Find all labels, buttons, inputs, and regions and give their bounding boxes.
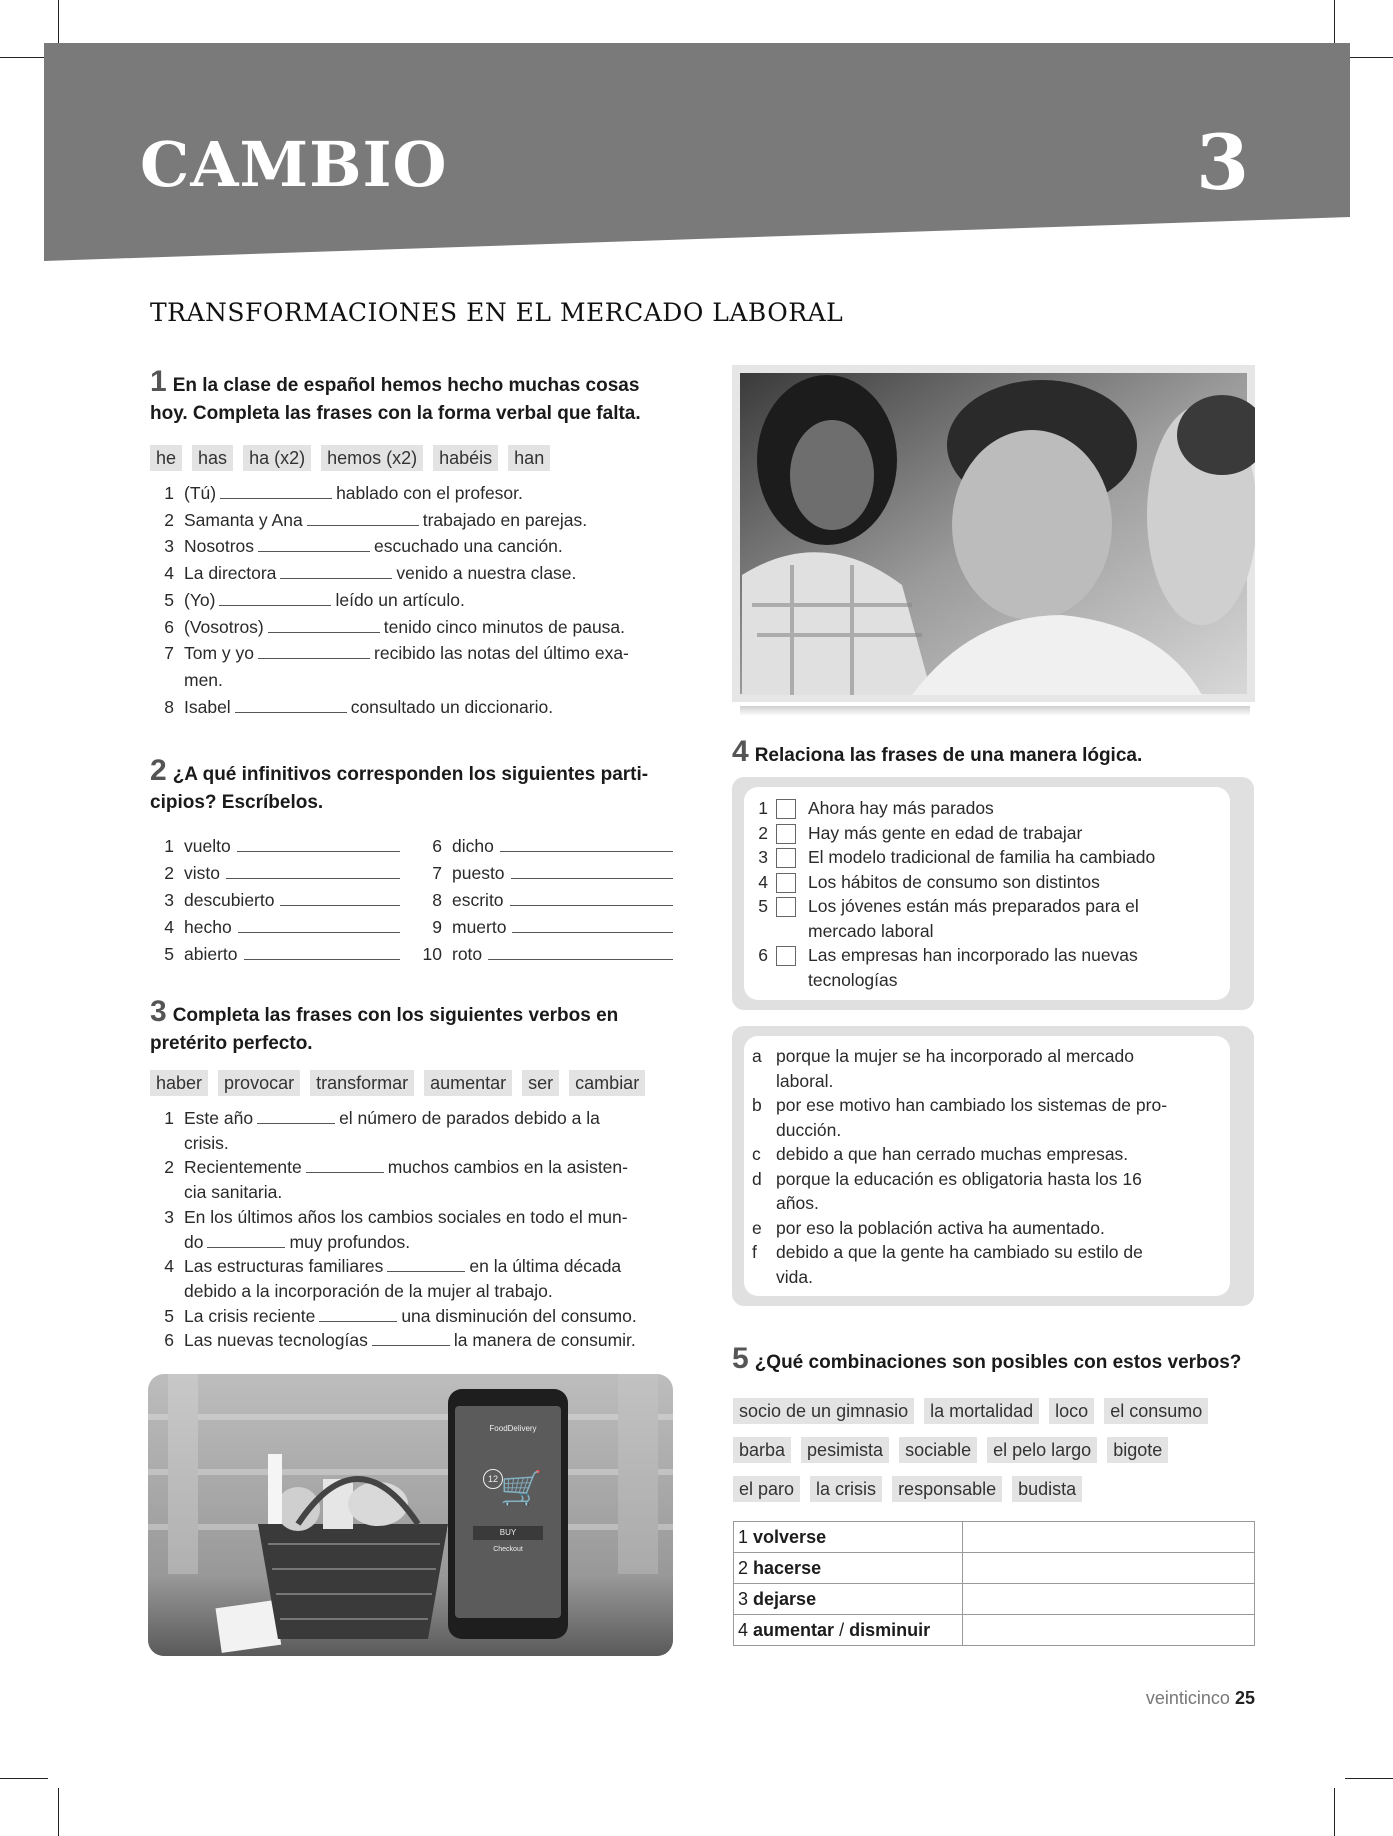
item-number: 2 (164, 863, 174, 883)
text-after: hablado con el profesor. (336, 483, 523, 503)
answer-checkbox[interactable] (776, 824, 796, 844)
answer-blank[interactable] (319, 1304, 397, 1322)
answer-cell[interactable] (963, 1553, 1255, 1584)
item-number: 4 (164, 917, 174, 937)
text-continuation: crisis. (184, 1132, 229, 1153)
item-number: 3 (164, 890, 174, 910)
crop-mark (0, 57, 48, 58)
word-chip: has (192, 445, 233, 471)
list-item (150, 480, 670, 507)
exercise-instruction: Completa las frases con los siguientes verbos en pretérito perfecto. (150, 1005, 619, 1054)
sentence-line: mercado laboral (808, 920, 934, 941)
list-item (150, 1205, 680, 1254)
item-number: 1 (164, 836, 174, 856)
sentence-line: laboral. (776, 1070, 834, 1091)
word-bank (150, 445, 650, 471)
item-number: 6 (164, 1330, 174, 1351)
item-letter: e (752, 1217, 762, 1238)
answer-blank[interactable] (219, 588, 331, 606)
list-item (150, 1155, 680, 1204)
item-number: 5 (164, 589, 174, 610)
item-number: 3 (758, 847, 768, 867)
participle: hecho (184, 917, 232, 937)
answer-blank[interactable] (258, 641, 370, 659)
text-after: tenido cinco minutos de pausa. (383, 616, 626, 637)
verb-cell (734, 1522, 963, 1553)
item-number: 1 (164, 483, 174, 503)
list-item (150, 507, 670, 534)
numbered-sentence (754, 796, 1224, 821)
participle: visto (184, 863, 220, 883)
numbered-sentence (754, 943, 1224, 992)
item-text (184, 507, 587, 534)
text-before: La directora (184, 563, 277, 584)
combinations-table (733, 1521, 1255, 1646)
answer-cell[interactable] (963, 1584, 1255, 1615)
text-after: la manera de consumir. (453, 1330, 636, 1351)
sentence-text (776, 1216, 1105, 1241)
list-item (150, 1254, 680, 1303)
participle-row (418, 887, 673, 914)
text-before: (Yo) (184, 589, 216, 610)
answer-line[interactable] (512, 916, 673, 933)
item-number: 3 (164, 536, 174, 557)
page-footer (1146, 1688, 1255, 1709)
sentence-text (776, 1142, 1128, 1167)
sentence-line: Las empresas han incorporado las nuevas (808, 945, 1138, 965)
grocery-basket-photo (148, 1374, 673, 1656)
answer-line[interactable] (226, 862, 400, 879)
numbered-sentence (754, 845, 1224, 870)
word-chip: han (508, 445, 550, 471)
word-chip: budista (1012, 1476, 1082, 1502)
students-photo (732, 365, 1255, 702)
text-after: trabajado en parejas. (422, 509, 588, 530)
list-item (150, 694, 670, 721)
answer-blank[interactable] (235, 695, 347, 713)
table-row (734, 1522, 1255, 1553)
photo-shadow (740, 706, 1250, 716)
sentence-line: por ese motivo han cambiado los sistemas de pro- (776, 1095, 1168, 1115)
text-continuation: debido a la incorporación de la mujer al trabajo. (184, 1280, 553, 1301)
answer-checkbox[interactable] (776, 946, 796, 966)
participle-row (418, 860, 673, 887)
text-before: Tom y yo (184, 643, 255, 664)
answer-blank[interactable] (306, 1155, 384, 1173)
participle: vuelto (184, 836, 231, 856)
word-chip: he (150, 445, 182, 471)
lettered-sentence (752, 1044, 1224, 1093)
answer-checkbox[interactable] (776, 897, 796, 917)
verb-separator: / (834, 1619, 850, 1640)
checkout-label: Checkout (493, 1546, 523, 1553)
item-number: 1 (758, 798, 768, 818)
sentence-line: Hay más gente en edad de trabajar (808, 822, 1083, 843)
exercise-2-left-column (150, 833, 400, 968)
text-before: Este año (184, 1108, 254, 1128)
exercise-1-list (150, 480, 670, 720)
numbered-sentences (754, 796, 1224, 992)
participle-row (150, 887, 400, 914)
answer-line[interactable] (244, 943, 400, 960)
section-title: TRANSFORMACIONES EN EL MERCADO LABORAL (150, 298, 844, 327)
item-number: 2 (164, 1157, 174, 1178)
text-after: consultado un diccionario. (350, 696, 554, 717)
text-before: Recientemente (184, 1157, 302, 1178)
sentence-text (808, 943, 1138, 992)
lettered-sentence (752, 1142, 1224, 1167)
chip-row (733, 1476, 1273, 1502)
word-chip: provocar (218, 1070, 300, 1096)
verb-cell (734, 1584, 963, 1615)
item-number: 5 (164, 944, 174, 964)
list-item (150, 614, 670, 641)
sentence-text (776, 1044, 1134, 1093)
sentence-line: vida. (776, 1266, 813, 1287)
word-chip: bigote (1107, 1437, 1168, 1463)
table-row (734, 1584, 1255, 1615)
item-number: 5 (164, 1305, 174, 1326)
item-letter: f (752, 1242, 757, 1262)
buy-button: BUY (473, 1526, 543, 1540)
word-chip: aumentar (424, 1070, 512, 1096)
lettered-sentences (752, 1044, 1224, 1289)
exercise-instruction: En la clase de español hemos hecho muchas cosas hoy. Completa las frases con la forma verbal que falta. (150, 375, 641, 424)
answer-blank[interactable] (307, 508, 419, 526)
answer-checkbox[interactable] (776, 799, 796, 819)
item-letter: c (752, 1144, 761, 1164)
answer-blank[interactable] (387, 1254, 465, 1272)
participle: dicho (452, 836, 494, 856)
item-number: 2 (758, 822, 768, 843)
list-item (150, 640, 670, 693)
exercise-3-list (150, 1106, 680, 1353)
item-number: 2 (164, 509, 174, 530)
text-before: Las nuevas tecnologías (184, 1330, 368, 1351)
exercise-number: 5 (732, 1342, 749, 1375)
exercise-2-right-column (418, 833, 673, 968)
sentence-line: por eso la población activa ha aumentado. (776, 1217, 1105, 1238)
text-before: Nosotros (184, 536, 255, 557)
participle-row (150, 914, 400, 941)
item-number: 4 (164, 563, 174, 584)
text-after: leído un artículo. (335, 589, 465, 610)
item-text (184, 1205, 628, 1254)
sentence-line: debido a que la gente ha cambiado su estilo de (776, 1242, 1143, 1262)
answer-line[interactable] (237, 835, 400, 852)
item-text (184, 1328, 636, 1353)
participle: descubierto (184, 890, 275, 910)
word-chip: ha (x2) (243, 445, 311, 471)
verb: hacerse (753, 1557, 822, 1578)
sentence-text (776, 1167, 1142, 1216)
verb: dejarse (753, 1588, 817, 1609)
text-continuation: cia sanitaria. (184, 1182, 283, 1203)
word-chip: la crisis (810, 1476, 882, 1502)
page-number: 25 (1234, 1688, 1255, 1708)
exercise-5-title (732, 1342, 1292, 1377)
shopping-cart-icon: 🛒 (500, 1470, 543, 1508)
exercise-1-title (150, 365, 680, 428)
item-number: 8 (432, 890, 442, 910)
sentence-line: porque la mujer se ha incorporado al mercado (776, 1046, 1134, 1066)
chip-row (733, 1437, 1273, 1463)
item-text (184, 694, 553, 721)
sentence-line: ducción. (776, 1119, 842, 1140)
crop-mark (0, 1778, 48, 1779)
item-text (184, 480, 523, 507)
sentence-text (776, 1093, 1167, 1142)
answer-blank[interactable] (257, 1106, 335, 1124)
word-chip: el consumo (1104, 1398, 1208, 1424)
item-text (184, 560, 576, 587)
answer-checkbox[interactable] (776, 873, 796, 893)
item-number: 6 (432, 836, 442, 856)
word-chip: socio de un gimnasio (733, 1398, 914, 1424)
lettered-sentence (752, 1216, 1224, 1241)
participle: muerto (452, 917, 507, 937)
exercise-number: 2 (150, 754, 167, 787)
exercise-3-title (150, 995, 680, 1058)
list-item (150, 1106, 680, 1155)
crop-mark (1334, 0, 1335, 48)
chip-row (733, 1398, 1273, 1424)
answer-blank[interactable] (258, 534, 370, 552)
text-before: Isabel (184, 696, 231, 717)
participle: puesto (452, 863, 505, 883)
exercise-4-title (732, 735, 1272, 770)
item-number: 5 (758, 896, 768, 916)
answer-blank[interactable] (207, 1230, 285, 1248)
crop-mark (58, 0, 59, 48)
lettered-sentence (752, 1093, 1224, 1142)
answer-line[interactable] (511, 862, 673, 879)
sentence-line: tecnologías (808, 969, 898, 990)
participle-row (418, 941, 673, 968)
exercise-number: 3 (150, 995, 167, 1028)
word-chip: hemos (x2) (321, 445, 423, 471)
exercise-instruction: ¿A qué infinitivos corresponden los siguientes parti- cipios? Escríbelos. (150, 764, 649, 813)
text-continuation: do (184, 1231, 204, 1252)
word-chip: ser (522, 1070, 559, 1096)
item-number: 4 (758, 871, 768, 892)
sentence-line: años. (776, 1193, 819, 1213)
item-number: 7 (432, 863, 442, 883)
text-after: muy profundos. (289, 1231, 411, 1252)
item-text (184, 533, 563, 560)
item-number: 10 (422, 944, 442, 964)
word-bank (733, 1398, 1273, 1515)
item-number: 4 (738, 1619, 749, 1640)
participle-row (150, 941, 400, 968)
word-chip: responsable (892, 1476, 1002, 1502)
crop-mark (1334, 1788, 1335, 1836)
participle-row (150, 860, 400, 887)
table-row (734, 1553, 1255, 1584)
item-number: 6 (164, 616, 174, 637)
phone-app-name: FoodDelivery (489, 1424, 537, 1433)
word-chip: haber (150, 1070, 208, 1096)
exercise-number: 1 (150, 365, 167, 398)
text-before: Las estructuras familiares (184, 1256, 384, 1277)
sentence-text (776, 1240, 1143, 1289)
cart-badge: 12 (483, 1469, 503, 1489)
crop-mark (1345, 57, 1393, 58)
item-number: 9 (432, 917, 442, 937)
item-text (184, 614, 625, 641)
answer-blank[interactable] (280, 561, 392, 579)
verb: disminuir (849, 1619, 931, 1640)
exercise-instruction: Relaciona las frases de una manera lógica. (754, 745, 1143, 766)
word-bank (150, 1070, 680, 1096)
participle-row (418, 914, 673, 941)
text-after: escuchado una canción. (374, 536, 563, 557)
participle: roto (452, 944, 483, 964)
item-letter: b (752, 1095, 762, 1115)
text-before: En los últimos años los cambios sociales en todo el mun- (184, 1206, 628, 1227)
sentence-text (808, 845, 1155, 870)
item-text (184, 587, 465, 614)
word-chip: transformar (310, 1070, 414, 1096)
item-number: 3 (164, 1206, 174, 1227)
lettered-sentence (752, 1167, 1224, 1216)
numbered-sentence (754, 870, 1224, 895)
answer-cell[interactable] (963, 1522, 1255, 1553)
text-after: en la última década (469, 1256, 622, 1277)
text-after: el número de parados debido a la (339, 1108, 600, 1128)
text-before: (Vosotros) (184, 616, 264, 637)
word-chip: habéis (433, 445, 498, 471)
exercise-instruction: ¿Qué combinaciones son posibles con estos verbos? (754, 1352, 1242, 1373)
item-number: 7 (164, 643, 174, 664)
item-text (184, 1254, 621, 1303)
numbered-sentence (754, 894, 1224, 943)
answer-line[interactable] (488, 943, 673, 960)
verb: volverse (753, 1526, 827, 1547)
sentence-text (808, 870, 1100, 895)
participle: abierto (184, 944, 238, 964)
sentence-text (808, 796, 994, 821)
item-number: 8 (164, 696, 174, 717)
participle: escrito (452, 890, 504, 910)
item-text (184, 1155, 628, 1204)
unit-number: 3 (1196, 118, 1249, 207)
table-row (734, 1615, 1255, 1646)
text-before: (Tú) (184, 483, 217, 503)
list-item (150, 1328, 680, 1353)
answer-checkbox[interactable] (776, 848, 796, 868)
item-text (184, 640, 629, 693)
item-number: 1 (164, 1108, 174, 1128)
answer-line[interactable] (500, 835, 673, 852)
sentence-text (808, 894, 1139, 943)
verb-cell (734, 1553, 963, 1584)
sentence-line: porque la educación es obligatoria hasta los 16 (776, 1168, 1142, 1189)
item-text (184, 1106, 600, 1155)
exercise-2-title (150, 754, 680, 817)
sentence-line: debido a que han cerrado muchas empresas. (776, 1144, 1129, 1164)
list-item (150, 533, 670, 560)
answer-cell[interactable] (963, 1615, 1255, 1646)
list-item (150, 1304, 680, 1329)
answer-blank[interactable] (268, 615, 380, 633)
list-item (150, 587, 670, 614)
item-number: 2 (738, 1557, 749, 1578)
text-after: una disminución del consumo. (401, 1305, 637, 1326)
word-chip: barba (733, 1437, 791, 1463)
answer-line[interactable] (280, 889, 400, 906)
sentence-line: El modelo tradicional de familia ha cambiado (808, 847, 1156, 867)
answer-blank[interactable] (220, 481, 332, 499)
word-chip: el paro (733, 1476, 800, 1502)
text-continuation: men. (184, 669, 223, 690)
word-chip: el pelo largo (987, 1437, 1097, 1463)
item-number: 3 (738, 1588, 749, 1609)
text-before: Samanta y Ana (184, 509, 303, 530)
answer-line[interactable] (510, 889, 673, 906)
participle-row (150, 833, 400, 860)
participle-row (418, 833, 673, 860)
text-after: recibido las notas del último exa- (374, 643, 629, 664)
sentence-text (808, 821, 1082, 846)
text-before: La crisis reciente (184, 1305, 316, 1326)
word-chip: pesimista (801, 1437, 889, 1463)
crop-mark (58, 1788, 59, 1836)
word-chip: cambiar (569, 1070, 645, 1096)
unit-title: CAMBIO (140, 128, 448, 201)
item-letter: a (752, 1046, 762, 1066)
text-after: venido a nuestra clase. (396, 563, 577, 584)
sentence-line: Los hábitos de consumo son distintos (808, 871, 1100, 892)
text-after: muchos cambios en la asisten- (387, 1157, 628, 1178)
item-number: 4 (164, 1256, 174, 1277)
list-item (150, 560, 670, 587)
item-number: 1 (738, 1526, 749, 1547)
answer-blank[interactable] (372, 1328, 450, 1346)
word-chip: sociable (899, 1437, 977, 1463)
page-word: veinticinco (1145, 1688, 1230, 1708)
crop-mark (1345, 1778, 1393, 1779)
lettered-sentence (752, 1240, 1224, 1289)
item-text (184, 1304, 637, 1329)
item-number: 6 (758, 945, 768, 965)
verb: aumentar (753, 1619, 835, 1640)
word-chip: loco (1049, 1398, 1094, 1424)
numbered-sentence (754, 821, 1224, 846)
word-chip: la mortalidad (924, 1398, 1039, 1424)
item-letter: d (752, 1168, 762, 1189)
sentence-line: Los jóvenes están más preparados para el (808, 896, 1139, 916)
answer-line[interactable] (238, 916, 400, 933)
sentence-line: Ahora hay más parados (808, 798, 994, 818)
exercise-number: 4 (732, 735, 749, 768)
verb-cell (734, 1615, 963, 1646)
